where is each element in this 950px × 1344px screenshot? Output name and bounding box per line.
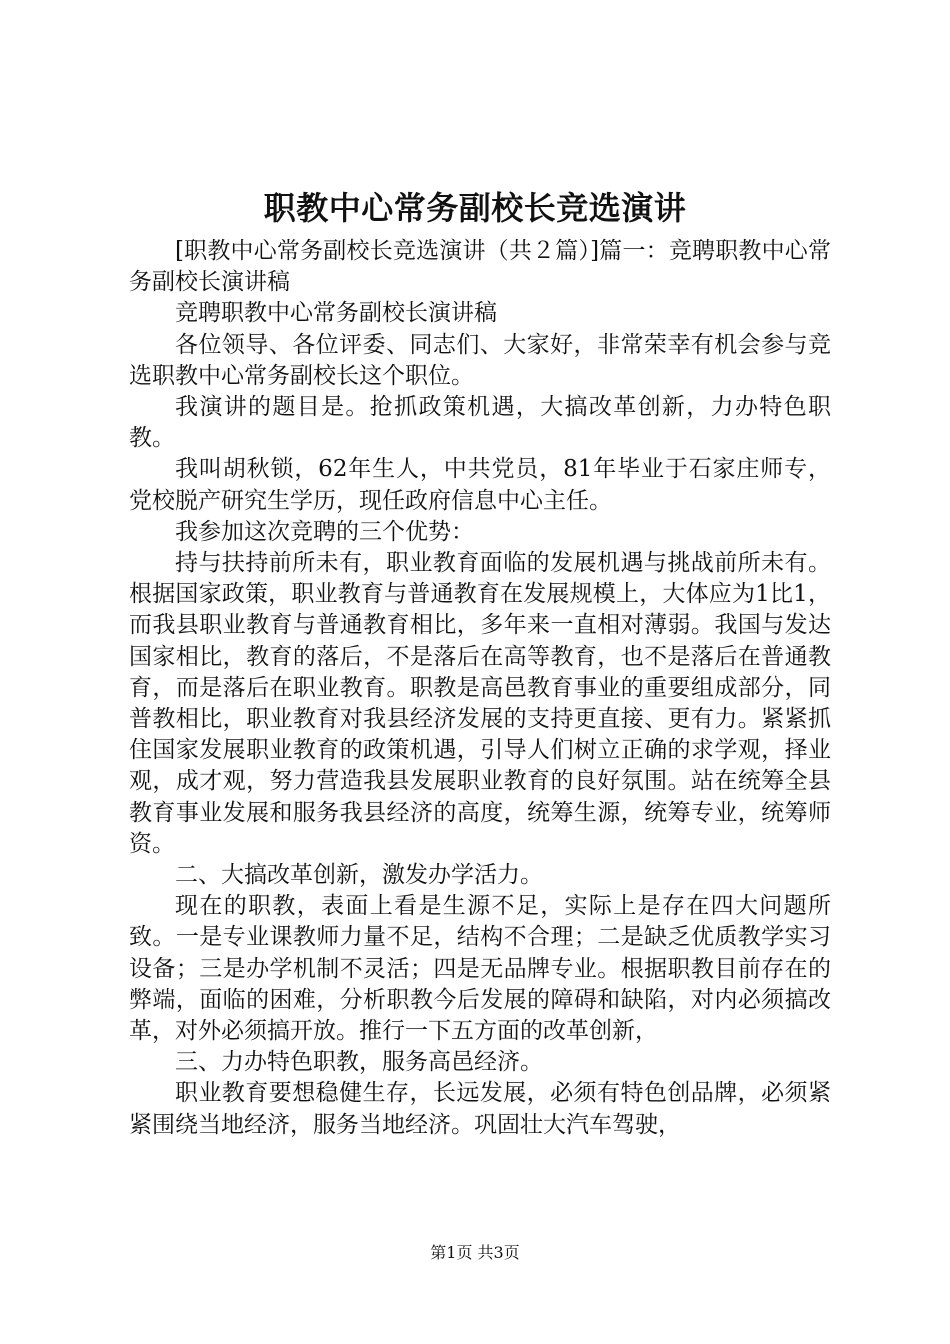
document-title: 职教中心常务副校长竞选演讲 bbox=[263, 189, 687, 227]
paragraph: 我演讲的题目是。抢抓政策机遇，大搞改革创新，力办特色职教。 bbox=[129, 394, 831, 452]
paragraph: 现在的职教，表面上看是生源不足，实际上是存在四大问题所致。一是专业课教师力量不足，结构不合理；二是缺乏优质教学实习设备；三是办学机制不灵活；四是无品牌专业。根据职教目前存在的弊端，面临的困难，分析职教今后发展的障碍和缺陷，对内必须搞改革，对外必须搞开放。推行一下五方面的改革创新， bbox=[129, 893, 831, 1045]
paragraph: 我参加这次竞聘的三个优势： bbox=[175, 518, 474, 545]
paragraph: 持与扶持前所未有，职业教育面临的发展机遇与挑战前所未有。根据国家政策，职业教育与普通教育在发展规模上，大体应为1比1，而我县职业教育与普通教育相比，多年来一直相对薄弱。我国与发达国家相比，教育的落后，不是落后在高等教育，也不是落后在普通教育，而是落后在职业教育。职教是高邑教育事业的重要组成部分，同普教相比，职业教育对我县经济发展的支持更直接、更有力。紧紧抓住国家发展职业教育的政策机遇，引导人们树立正确的求学观，择业观，成才观，努力营造我县发展职业教育的良好氛围。站在统筹全县教育事业发展和服务我县经济的高度，统筹生源，统筹专业，统筹师资。 bbox=[129, 550, 831, 857]
document-body bbox=[129, 236, 831, 1141]
paragraph: 竞聘职教中心常务副校长演讲稿 bbox=[175, 300, 497, 327]
paragraph: [职教中心常务副校长竞选演讲（共２篇）]篇一：竞聘职教中心常务副校长演讲稿 bbox=[129, 238, 831, 296]
paragraph: 各位领导、各位评委、同志们、大家好，非常荣幸有机会参与竞选职教中心常务副校长这个职位。 bbox=[129, 331, 831, 389]
page-number-footer: 第1页 共3页 bbox=[430, 1243, 520, 1262]
paragraph: 职业教育要想稳健生存，长远发展，必须有特色创品牌，必须紧紧围绕当地经济，服务当地经济。巩固壮大汽车驾驶， bbox=[129, 1080, 831, 1138]
paragraph: 我叫胡秋锁，62年生人，中共党员，81年毕业于石家庄师专，党校脱产研究生学历，现任政府信息中心主任。 bbox=[129, 456, 831, 514]
paragraph: 二、大搞改革创新，激发办学活力。 bbox=[175, 862, 543, 889]
paragraph: 三、力办特色职教，服务高邑经济。 bbox=[175, 1049, 543, 1076]
